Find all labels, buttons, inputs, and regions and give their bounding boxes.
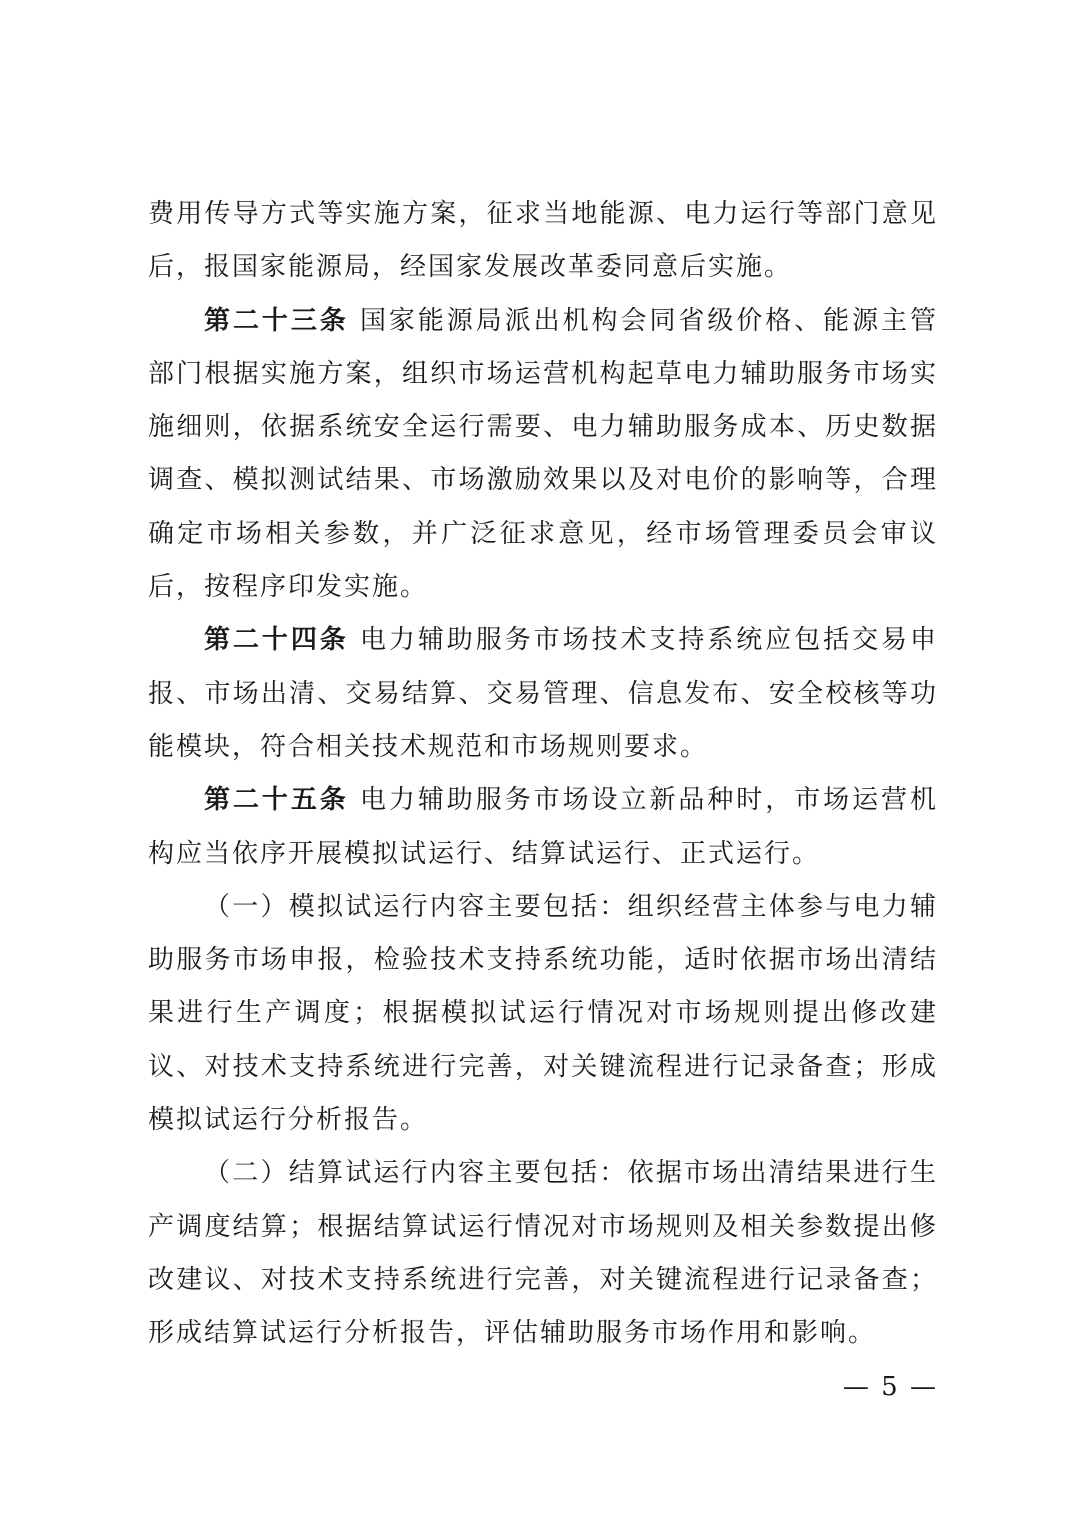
article-label: 第二十四条 <box>204 625 349 656</box>
clause-2 <box>148 1147 938 1360</box>
paragraph-text: （一）模拟试运行内容主要包括：组织经营主体参与电力辅助服务市场申报，检验技术支持系统功能，适时依据市场出清结果进行生产调度；根据模拟试运行情况对市场规则提出修改建议、对技术支持系统进行完善，对关键流程进行记录备查；形成模拟试运行分析报告。 <box>148 891 938 1136</box>
paragraph-text: 费用传导方式等实施方案，征求当地能源、电力运行等部门意见后，报国家能源局，经国家发展改革委同意后实施。 <box>148 199 938 283</box>
paragraph-continuation <box>148 188 938 295</box>
page-number: — 5 — <box>842 1372 938 1402</box>
article-23 <box>148 295 938 615</box>
paragraph-text: 国家能源局派出机构会同省级价格、能源主管部门根据实施方案，组织市场运营机构起草电力辅助服务市场实施细则，依据系统安全运行需要、电力辅助服务成本、历史数据调查、模拟测试结果、市场激励效果以及对电价的影响等，合理确定市场相关参数，并广泛征求意见，经市场管理委员会审议后，按程序印发实施。 <box>148 305 938 603</box>
paragraph-text: 电力辅助服务市场技术支持系统应包括交易申报、市场出清、交易结算、交易管理、信息发布、安全校核等功能模块，符合相关技术规范和市场规则要求。 <box>148 625 938 762</box>
paragraph-text: （二）结算试运行内容主要包括：依据市场出清结果进行生产调度结算；根据结算试运行情况对市场规则及相关参数提出修改建议、对技术支持系统进行完善，对关键流程进行记录备查；形成结算试运行分析报告，评估辅助服务市场作用和影响。 <box>148 1158 938 1349</box>
article-25 <box>148 774 938 881</box>
article-label: 第二十五条 <box>204 785 349 816</box>
document-body <box>148 188 938 1361</box>
paragraph-text: 电力辅助服务市场设立新品种时，市场运营机构应当依序开展模拟试运行、结算试运行、正式运行。 <box>148 785 938 869</box>
article-label: 第二十三条 <box>204 305 349 336</box>
article-24 <box>148 614 938 774</box>
clause-1 <box>148 881 938 1147</box>
